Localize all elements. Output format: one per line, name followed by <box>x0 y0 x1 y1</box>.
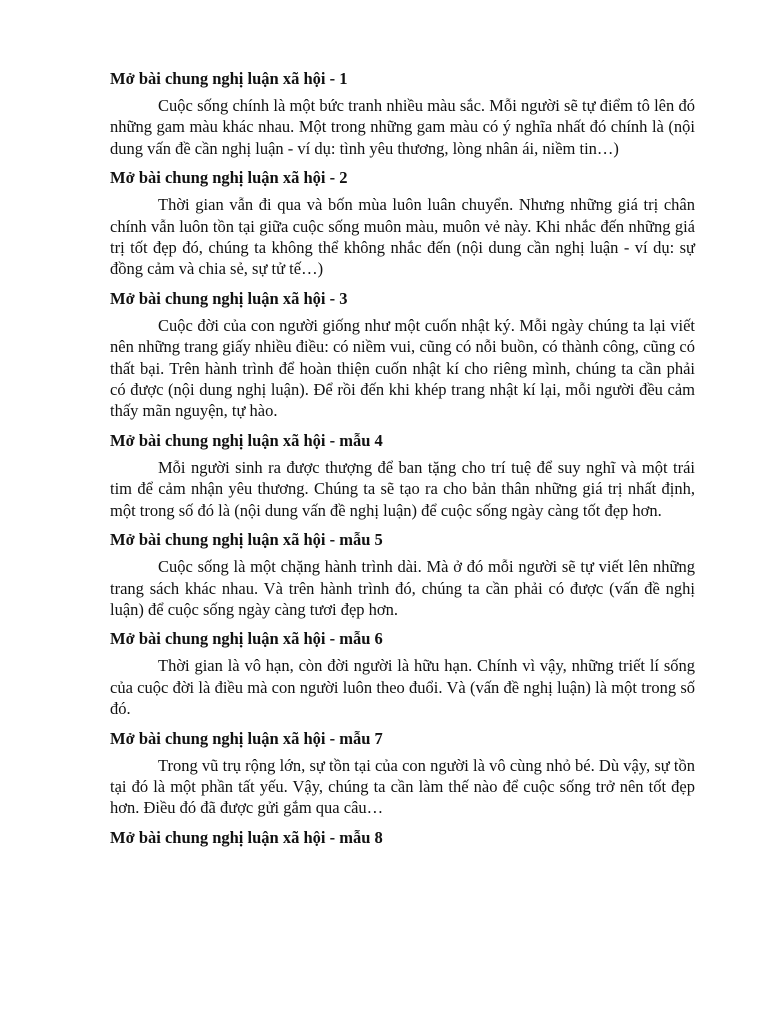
section-paragraph: Mỗi người sinh ra được thượng để ban tặng cho trí tuệ để suy nghĩ và một trái tim để cảm nhận yêu thương. Chúng ta sẽ tạo ra cho bản thân những giá trị nhất định, một trong số đó là (nội dung vấn đề nghị luận) để cuộc sống ngày càng tốt đẹp hơn. <box>110 457 695 520</box>
section-6 <box>110 627 695 719</box>
section-4 <box>110 429 695 521</box>
section-paragraph: Thời gian vẫn đi qua và bốn mùa luôn luân chuyển. Nhưng những giá trị chân chính vẫn luôn tồn tại giữa cuộc sống muôn màu, muôn vẻ này. Khi nhắc đến những giá trị tốt đẹp đó, chúng ta không thể không nhắc đến (nội dung cần nghị luận - ví dụ: sự đồng cảm và chia sẻ, sự tử tế…) <box>110 195 695 279</box>
section-7 <box>110 727 695 819</box>
section-heading: Mở bài chung nghị luận xã hội - mẫu 7 <box>110 728 383 748</box>
section-paragraph: Thời gian là vô hạn, còn đời người là hữu hạn. Chính vì vậy, những triết lí sống của cuộc đời là điều mà con người luôn theo đuổi. Và (vấn đề nghị luận) là một trong số đó. <box>110 656 695 719</box>
section-8 <box>110 826 695 854</box>
section-heading: Mở bài chung nghị luận xã hội - 1 <box>110 69 348 88</box>
section-heading: Mở bài chung nghị luận xã hội - mẫu 4 <box>110 430 383 450</box>
section-paragraph: Cuộc đời của con người giống như một cuốn nhật ký. Mỗi ngày chúng ta lại viết nên những trang giấy nhiều điều: có niềm vui, cũng có nỗi buồn, có thành công, cũng có thất bại. Trên hành trình để hoàn thiện cuốn nhật kí cho riêng mình, chúng ta cần phải có được (nội dung nghị luận). Để rồi đến khi khép trang nhật kí lại, mỗi người đều cảm thấy mãn nguyện, tự hào. <box>110 315 695 421</box>
section-heading: Mở bài chung nghị luận xã hội - mẫu 5 <box>110 530 383 550</box>
section-heading: Mở bài chung nghị luận xã hội - mẫu 6 <box>110 629 383 649</box>
section-2 <box>110 166 695 280</box>
section-5 <box>110 528 695 620</box>
section-1 <box>110 67 695 159</box>
section-heading: Mở bài chung nghị luận xã hội - mẫu 8 <box>110 827 383 847</box>
section-paragraph: Cuộc sống là một chặng hành trình dài. Mà ở đó mỗi người sẽ tự viết lên những trang sách khác nhau. Và trên hành trình đó, chúng ta cần phải có được (vấn đề nghị luận) để cuộc sống ngày càng tươi đẹp hơn. <box>110 557 695 619</box>
section-heading: Mở bài chung nghị luận xã hội - 3 <box>110 288 348 308</box>
section-3 <box>110 287 695 422</box>
section-paragraph: Cuộc sống chính là một bức tranh nhiều màu sắc. Mỗi người sẽ tự điểm tô lên đó những gam màu khác nhau. Một trong những gam màu có ý nghĩa nhất đó chính là (nội dung vấn đề cần nghị luận - ví dụ: tình yêu thương, lòng nhân ái, niềm tin…) <box>110 96 695 158</box>
section-paragraph: Trong vũ trụ rộng lớn, sự tồn tại của con người là vô cùng nhỏ bé. Dù vậy, sự tồn tại đó là một phần tất yếu. Vậy, chúng ta cần làm thế nào để cuộc sống trở nên tốt đẹp hơn. Điều đó đã được gửi gắm qua câu… <box>110 755 695 818</box>
section-heading: Mở bài chung nghị luận xã hội - 2 <box>110 168 348 188</box>
